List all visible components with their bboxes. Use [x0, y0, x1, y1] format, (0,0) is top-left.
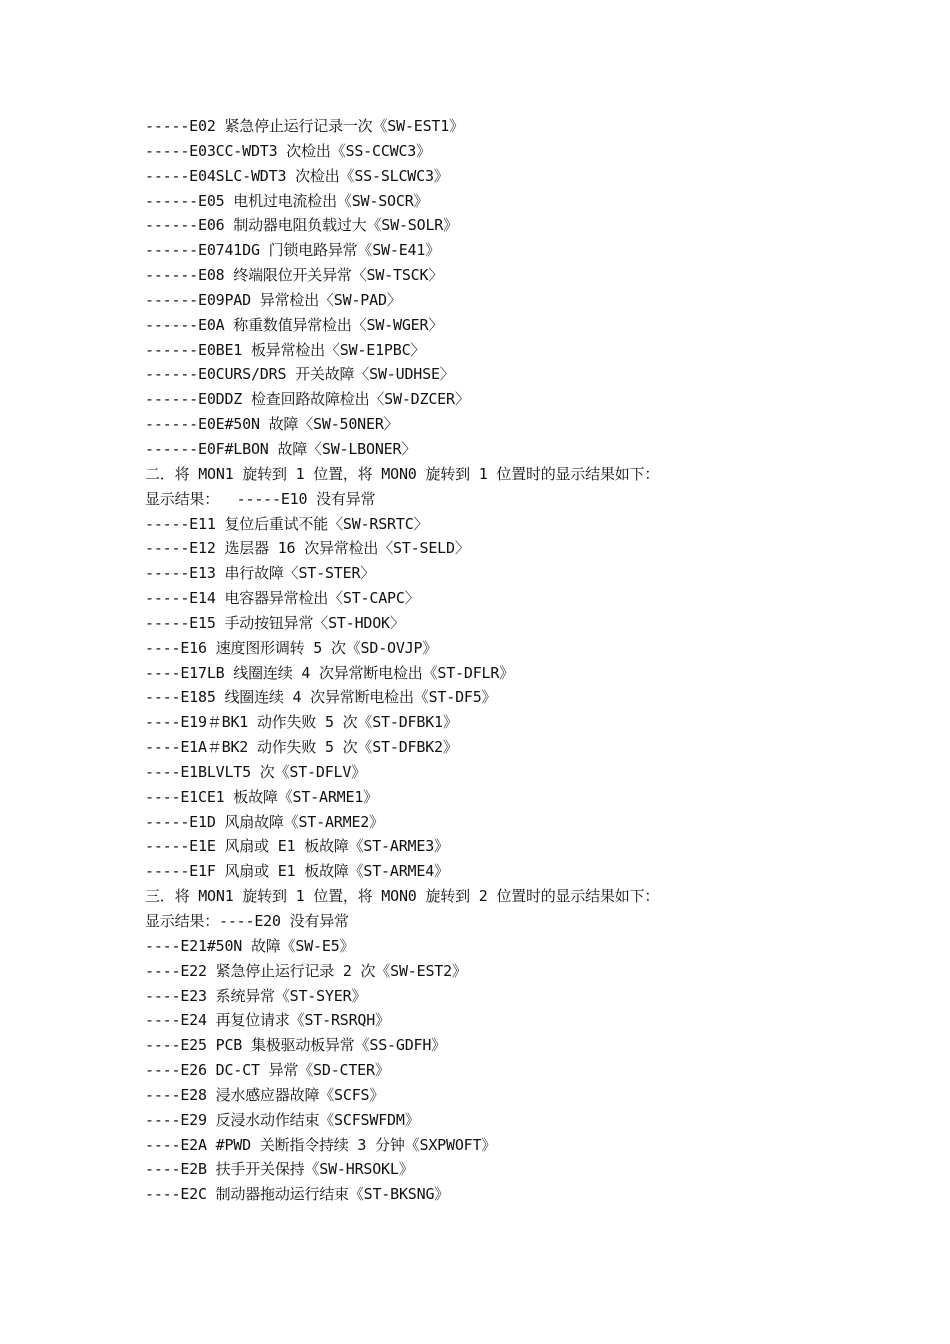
text-line: ------E05 电机过电流检出《SW-SOCR》: [145, 191, 429, 210]
text-line: ------E0DDZ 检查回路故障检出〈SW-DZCER〉: [145, 390, 470, 409]
text-line: ----E16 速度图形调转 5 次《SD-OVJP》: [145, 638, 438, 657]
text-line: ----E26 DC-CT 异常《SD-CTER》: [145, 1061, 390, 1080]
text-line: -----E03CC-WDT3 次检出《SS-CCWC3》: [145, 141, 431, 160]
text-line: ----E1A＃BK2 动作失败 5 次《ST-DFBK2》: [145, 738, 458, 757]
text-line: ------E09PAD 异常检出〈SW-PAD〉: [145, 290, 402, 309]
text-line: -----E14 电容器异常检出〈ST-CAPC〉: [145, 589, 420, 608]
text-line: 显示结果： -----E10 没有异常: [145, 489, 376, 508]
text-line: ----E23 系统异常《ST-SYER》: [145, 986, 367, 1005]
text-line: ----E25 PCB 集极驱动板异常《SS-GDFH》: [145, 1036, 446, 1055]
text-line: ----E1BLVLT5 次《ST-DFLV》: [145, 762, 367, 781]
text-line: ----E17LB 线圈连续 4 次异常断电检出《ST-DFLR》: [145, 663, 515, 682]
text-line: 显示结果：----E20 没有异常: [145, 912, 349, 930]
section-heading: 二．将 MON1 旋转到 1 位置，将 MON0 旋转到 1 位置时的显示结果如下：: [145, 464, 660, 483]
text-line: ------E0741DG 门锁电路异常《SW-E41》: [145, 241, 441, 260]
text-line: -----E15 手动按钮异常〈ST-HDOK〉: [145, 613, 405, 632]
text-line: ----E185 线圈连续 4 次异常断电检出《ST-DF5》: [145, 688, 497, 707]
text-line: ----E24 再复位请求《ST-RSRQH》: [145, 1011, 390, 1030]
section-heading: 三．将 MON1 旋转到 1 位置，将 MON0 旋转到 2 位置时的显示结果如下：: [145, 887, 660, 906]
text-line: -----E1D 风扇故障《ST-ARME2》: [145, 812, 384, 831]
text-line: -----E04SLC-WDT3 次检出《SS-SLCWC3》: [145, 166, 449, 185]
text-line: ----E28 浸水感应器故障《SCFS》: [145, 1085, 385, 1104]
text-line: ----E2C 制动器拖动运行结束《ST-BKSNG》: [145, 1185, 450, 1204]
text-line: ----E2A #PWD 关断指令持续 3 分钟《SXPWOFT》: [145, 1135, 497, 1154]
text-line: ----E2B 扶手开关保持《SW-HRSOKL》: [145, 1160, 414, 1179]
text-line: ------E0A 称重数值异常检出〈SW-WGER〉: [145, 315, 444, 334]
text-line: ------E08 终端限位开关异常〈SW-TSCK〉: [145, 266, 444, 285]
text-line: -----E12 选层器 16 次异常检出〈ST-SELD〉: [145, 539, 470, 558]
document-body: [145, 114, 845, 1207]
text-line: -----E11 复位后重试不能〈SW-RSRTC〉: [145, 514, 429, 533]
text-line: ----E29 反浸水动作结束《SCFSWFDM》: [145, 1110, 420, 1129]
text-line: ------E0BE1 板异常检出〈SW-E1PBC〉: [145, 340, 426, 359]
text-line: ----E21#50N 故障《SW-E5》: [145, 936, 355, 955]
text-line: ------E0F#LBON 故障〈SW-LBONER〉: [145, 439, 417, 458]
text-line: -----E13 串行故障〈ST-STER〉: [145, 564, 376, 583]
text-line: ------E0CURS/DRS 开关故障〈SW-UDHSE〉: [145, 365, 455, 384]
text-line: ------E06 制动器电阻负载过大《SW-SOLR》: [145, 216, 458, 235]
text-line: ----E22 紧急停止运行记录 2 次《SW-EST2》: [145, 961, 467, 980]
text-line: -----E1F 风扇或 E1 板故障《ST-ARME4》: [145, 862, 449, 881]
text-line: ------E0E#50N 故障〈SW-50NER〉: [145, 415, 399, 434]
text-line: ----E1CE1 板故障《ST-ARME1》: [145, 787, 378, 806]
text-line: ----E19＃BK1 动作失败 5 次《ST-DFBK1》: [145, 713, 458, 732]
text-line: -----E1E 风扇或 E1 板故障《ST-ARME3》: [145, 837, 449, 856]
text-line: -----E02 紧急停止运行记录一次《SW-EST1》: [145, 117, 464, 135]
